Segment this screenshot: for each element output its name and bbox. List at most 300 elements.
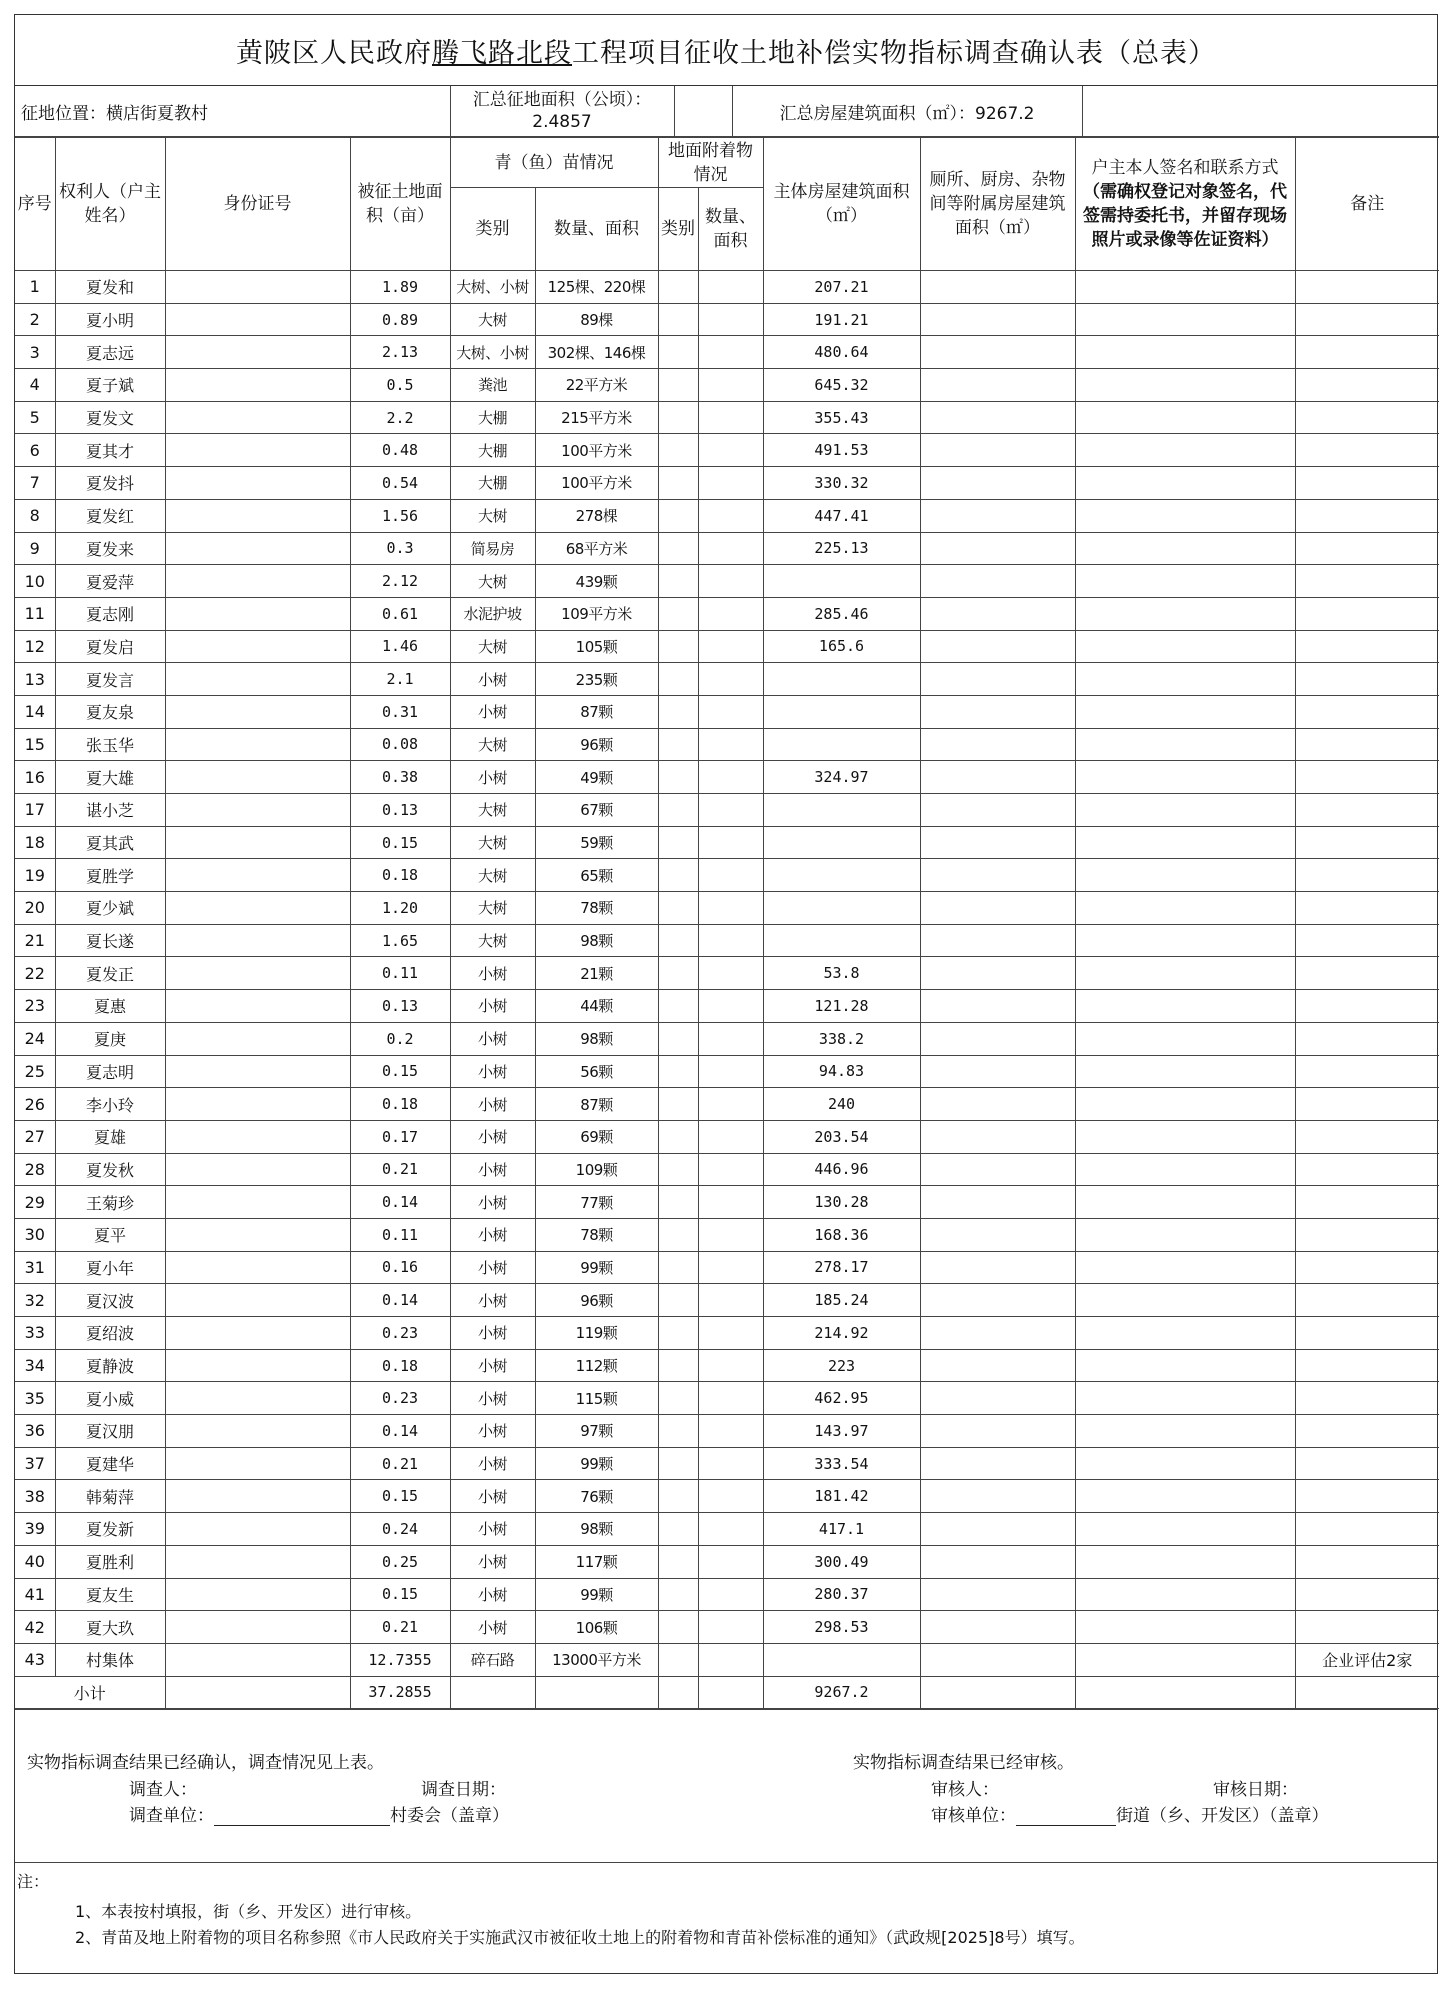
- attachment-type-cell: [658, 1251, 698, 1284]
- land-area-cell: 0.2: [350, 1022, 450, 1055]
- confirm-left-text: 实物指标调查结果已经确认，调查情况见上表。: [27, 1753, 384, 1774]
- attachment-type-cell: [658, 1218, 698, 1251]
- owner-cell: 夏小威: [55, 1382, 165, 1415]
- land-area-cell: 0.13: [350, 990, 450, 1023]
- attachment-qty-cell: [698, 434, 763, 467]
- owner-cell: 夏雄: [55, 1120, 165, 1153]
- confirm-right-text: 实物指标调查结果已经审核。: [853, 1753, 1074, 1774]
- attachment-qty-cell: [698, 794, 763, 827]
- land-area-cell: 0.15: [350, 1055, 450, 1088]
- col-land-area: 被征土地面积（亩）: [350, 138, 450, 271]
- main-building-cell: 165.6: [763, 630, 920, 663]
- land-area-cell: 0.16: [350, 1251, 450, 1284]
- id-number-cell: [165, 695, 350, 728]
- table-row: [15, 990, 1439, 1023]
- seedling-qty-cell: 100平方米: [535, 467, 658, 500]
- signature-cell: [1075, 957, 1295, 990]
- col-seedling-type: 类别: [450, 188, 535, 271]
- attachment-type-cell: [658, 1447, 698, 1480]
- attachment-type-cell: [658, 1055, 698, 1088]
- seq-cell: 38: [15, 1480, 55, 1513]
- seedling-qty-cell: 96颗: [535, 1284, 658, 1317]
- signature-cell: [1075, 271, 1295, 304]
- attachment-type-cell: [658, 1120, 698, 1153]
- seedling-qty-cell: 87颗: [535, 695, 658, 728]
- seedling-qty-cell: 115颗: [535, 1382, 658, 1415]
- attachment-type-cell: [658, 924, 698, 957]
- attachment-qty-cell: [698, 630, 763, 663]
- id-number-cell: [165, 1611, 350, 1644]
- seq-cell: 26: [15, 1088, 55, 1121]
- attachment-type-cell: [658, 1317, 698, 1350]
- investigate-unit-field: [129, 1801, 509, 1826]
- owner-cell: 夏汉波: [55, 1284, 165, 1317]
- remark-cell: [1295, 1284, 1439, 1317]
- sub-building-cell: [920, 1611, 1075, 1644]
- table-row: [15, 859, 1439, 892]
- owner-cell: 夏发言: [55, 663, 165, 696]
- owner-cell: 夏发和: [55, 271, 165, 304]
- table-row: [15, 1186, 1439, 1219]
- summary-info-row: [15, 86, 1439, 137]
- seedling-qty-cell: 65颗: [535, 859, 658, 892]
- main-building-cell: 462.95: [763, 1382, 920, 1415]
- total-land-area-label: 汇总征地面积（公顷）：: [472, 90, 652, 110]
- seq-cell: 16: [15, 761, 55, 794]
- seedling-type-cell: 小树: [450, 1480, 535, 1513]
- land-area-cell: 0.14: [350, 1284, 450, 1317]
- id-number-cell: [165, 1317, 350, 1350]
- sub-building-cell: [920, 1120, 1075, 1153]
- sub-building-cell: [920, 695, 1075, 728]
- table-row: [15, 532, 1439, 565]
- attachment-type-cell: [658, 761, 698, 794]
- signature-cell: [1075, 1153, 1295, 1186]
- attachment-type-cell: [658, 1643, 698, 1676]
- owner-cell: 夏绍波: [55, 1317, 165, 1350]
- id-number-cell: [165, 467, 350, 500]
- attachment-type-cell: [658, 597, 698, 630]
- id-number-cell: [165, 1447, 350, 1480]
- main-building-cell: 417.1: [763, 1513, 920, 1546]
- land-area-cell: 0.5: [350, 369, 450, 402]
- sub-building-cell: [920, 1317, 1075, 1350]
- sub-building-cell: [920, 1218, 1075, 1251]
- sub-building-cell: [920, 1153, 1075, 1186]
- remark-cell: [1295, 597, 1439, 630]
- main-building-cell: 278.17: [763, 1251, 920, 1284]
- form-title: [15, 15, 1437, 86]
- remark-cell: [1295, 1447, 1439, 1480]
- attachment-qty-cell: [698, 1349, 763, 1382]
- signature-cell: [1075, 826, 1295, 859]
- attachment-type-cell: [658, 1578, 698, 1611]
- seedling-type-cell: 小树: [450, 1055, 535, 1088]
- table-row: [15, 1545, 1439, 1578]
- remark-cell: [1295, 1317, 1439, 1350]
- subtotal-land-area: 37.2855: [350, 1676, 450, 1709]
- table-row: [15, 892, 1439, 925]
- attachment-qty-cell: [698, 1447, 763, 1480]
- seedling-type-cell: 大树、小树: [450, 271, 535, 304]
- owner-cell: 夏建华: [55, 1447, 165, 1480]
- seq-cell: 6: [15, 434, 55, 467]
- seedling-type-cell: 大树、小树: [450, 336, 535, 369]
- land-area-cell: 0.18: [350, 859, 450, 892]
- owner-cell: 夏长遂: [55, 924, 165, 957]
- signature-cell: [1075, 1382, 1295, 1415]
- main-building-cell: 130.28: [763, 1186, 920, 1219]
- table-row: [15, 1088, 1439, 1121]
- land-area-cell: 0.24: [350, 1513, 450, 1546]
- remark-cell: [1295, 826, 1439, 859]
- attachment-type-cell: [658, 663, 698, 696]
- sub-building-cell: [920, 336, 1075, 369]
- attachment-type-cell: [658, 859, 698, 892]
- remark-cell: [1295, 630, 1439, 663]
- seq-cell: 29: [15, 1186, 55, 1219]
- land-area-cell: 0.38: [350, 761, 450, 794]
- col-seedling-group: 青（鱼）苗情况: [450, 138, 658, 188]
- seedling-type-cell: 小树: [450, 1088, 535, 1121]
- col-seedling-qty: 数量、面积: [535, 188, 658, 271]
- table-row: [15, 1382, 1439, 1415]
- street-seal-label: 街道（乡、开发区）（盖章）: [1116, 1806, 1329, 1827]
- sub-building-cell: [920, 1349, 1075, 1382]
- owner-cell: 夏胜利: [55, 1545, 165, 1578]
- sub-building-cell: [920, 369, 1075, 402]
- sub-building-cell: [920, 794, 1075, 827]
- signature-cell: [1075, 1611, 1295, 1644]
- seedling-qty-cell: 13000平方米: [535, 1643, 658, 1676]
- seq-cell: 33: [15, 1317, 55, 1350]
- seq-cell: 35: [15, 1382, 55, 1415]
- seedling-type-cell: 大树: [450, 924, 535, 957]
- id-number-cell: [165, 924, 350, 957]
- seedling-type-cell: 小树: [450, 1153, 535, 1186]
- seedling-qty-cell: 119颗: [535, 1317, 658, 1350]
- total-land-area-value: 2.4857: [532, 112, 592, 132]
- attachment-qty-cell: [698, 1643, 763, 1676]
- seedling-type-cell: 大棚: [450, 467, 535, 500]
- table-row: [15, 826, 1439, 859]
- attachment-qty-cell: [698, 663, 763, 696]
- seedling-type-cell: 大树: [450, 303, 535, 336]
- id-number-cell: [165, 303, 350, 336]
- table-row: [15, 1513, 1439, 1546]
- attachment-type-cell: [658, 728, 698, 761]
- signature-cell: [1075, 1251, 1295, 1284]
- main-building-cell: [763, 892, 920, 925]
- seedling-type-cell: 小树: [450, 1317, 535, 1350]
- owner-cell: 夏子斌: [55, 369, 165, 402]
- signature-cell: [1075, 1120, 1295, 1153]
- seq-cell: 15: [15, 728, 55, 761]
- sub-building-cell: [920, 597, 1075, 630]
- seq-cell: 40: [15, 1545, 55, 1578]
- investigator-label: 调查人：: [129, 1780, 197, 1801]
- land-area-cell: 0.21: [350, 1447, 450, 1480]
- land-area-cell: 0.31: [350, 695, 450, 728]
- seedling-type-cell: 大树: [450, 565, 535, 598]
- table-row: [15, 1349, 1439, 1382]
- attachment-type-cell: [658, 1088, 698, 1121]
- seq-cell: 17: [15, 794, 55, 827]
- seedling-type-cell: 大树: [450, 499, 535, 532]
- land-area-cell: 0.15: [350, 1480, 450, 1513]
- id-number-cell: [165, 826, 350, 859]
- land-area-cell: 1.20: [350, 892, 450, 925]
- seq-cell: 41: [15, 1578, 55, 1611]
- col-attachment-qty: 数量、面积: [698, 188, 763, 271]
- investigate-unit-label: 调查单位：: [129, 1806, 214, 1827]
- remark-cell: [1295, 892, 1439, 925]
- seedling-type-cell: 小树: [450, 1284, 535, 1317]
- signature-cell: [1075, 1545, 1295, 1578]
- remark-cell: [1295, 532, 1439, 565]
- signature-cell: [1075, 1088, 1295, 1121]
- seedling-type-cell: 小树: [450, 1349, 535, 1382]
- seedling-type-cell: 小树: [450, 1415, 535, 1448]
- sub-building-cell: [920, 1578, 1075, 1611]
- attachment-type-cell: [658, 1513, 698, 1546]
- sub-building-cell: [920, 1284, 1075, 1317]
- seq-cell: 14: [15, 695, 55, 728]
- sub-building-cell: [920, 728, 1075, 761]
- signature-cell: [1075, 1022, 1295, 1055]
- remark-cell: [1295, 1578, 1439, 1611]
- owner-cell: 夏惠: [55, 990, 165, 1023]
- remark-cell: [1295, 761, 1439, 794]
- attachment-qty-cell: [698, 957, 763, 990]
- attachment-type-cell: [658, 1022, 698, 1055]
- signature-cell: [1075, 1643, 1295, 1676]
- main-building-cell: 240: [763, 1088, 920, 1121]
- main-building-cell: 645.32: [763, 369, 920, 402]
- owner-cell: 夏发来: [55, 532, 165, 565]
- subtotal-label: 小计: [15, 1676, 165, 1709]
- owner-cell: 夏小年: [55, 1251, 165, 1284]
- main-building-cell: 324.97: [763, 761, 920, 794]
- sub-building-cell: [920, 630, 1075, 663]
- table-row: [15, 1611, 1439, 1644]
- land-area-cell: 0.54: [350, 467, 450, 500]
- sub-building-cell: [920, 1382, 1075, 1415]
- review-unit-field: [931, 1801, 1329, 1826]
- table-row: [15, 728, 1439, 761]
- seedling-qty-cell: 56颗: [535, 1055, 658, 1088]
- id-number-cell: [165, 892, 350, 925]
- owner-cell: 夏发红: [55, 499, 165, 532]
- signature-cell: [1075, 728, 1295, 761]
- seedling-type-cell: 小树: [450, 1022, 535, 1055]
- land-area-cell: 0.48: [350, 434, 450, 467]
- land-area-cell: 0.08: [350, 728, 450, 761]
- id-number-cell: [165, 1415, 350, 1448]
- attachment-qty-cell: [698, 826, 763, 859]
- notes-section: [15, 1862, 1437, 1973]
- note-1: 1、本表按村填报，街（乡、开发区）进行审核。: [75, 1902, 422, 1922]
- attachment-qty-cell: [698, 1317, 763, 1350]
- attachment-type-cell: [658, 467, 698, 500]
- investigate-unit-blank: [214, 1809, 390, 1826]
- seedling-type-cell: 粪池: [450, 369, 535, 402]
- seq-cell: 30: [15, 1218, 55, 1251]
- seq-cell: 3: [15, 336, 55, 369]
- id-number-cell: [165, 1153, 350, 1186]
- signature-cell: [1075, 761, 1295, 794]
- seedling-type-cell: 大棚: [450, 434, 535, 467]
- title-project-name: 腾飞路北段: [432, 37, 572, 69]
- signature-cell: [1075, 565, 1295, 598]
- remark-cell: [1295, 924, 1439, 957]
- seq-cell: 39: [15, 1513, 55, 1546]
- attachment-type-cell: [658, 369, 698, 402]
- signature-cell: [1075, 303, 1295, 336]
- note-2: 2、青苗及地上附着物的项目名称参照《市人民政府关于实施武汉市被征收土地上的附着物和青苗补偿标准的通知》（武政规[2025]8号）填写。: [75, 1928, 1085, 1948]
- seedling-type-cell: 大树: [450, 859, 535, 892]
- land-area-cell: 0.89: [350, 303, 450, 336]
- remark-cell: [1295, 1480, 1439, 1513]
- attachment-qty-cell: [698, 1055, 763, 1088]
- attachment-qty-cell: [698, 271, 763, 304]
- seq-cell: 34: [15, 1349, 55, 1382]
- signature-cell: [1075, 1513, 1295, 1546]
- attachment-type-cell: [658, 565, 698, 598]
- sub-building-cell: [920, 303, 1075, 336]
- owner-cell: 夏发秋: [55, 1153, 165, 1186]
- table-row: [15, 1317, 1439, 1350]
- owner-cell: 夏发启: [55, 630, 165, 663]
- seq-cell: 11: [15, 597, 55, 630]
- attachment-qty-cell: [698, 892, 763, 925]
- col-sub-building: 厕所、厨房、杂物间等附属房屋建筑面积（㎡）: [920, 138, 1075, 271]
- sub-building-cell: [920, 1251, 1075, 1284]
- attachment-qty-cell: [698, 990, 763, 1023]
- remark-cell: [1295, 728, 1439, 761]
- id-number-cell: [165, 336, 350, 369]
- notes-label: 注：: [17, 1872, 50, 1892]
- id-number-cell: [165, 271, 350, 304]
- owner-cell: 夏大雄: [55, 761, 165, 794]
- id-number-cell: [165, 1545, 350, 1578]
- land-area-cell: 0.11: [350, 1218, 450, 1251]
- owner-cell: 夏志远: [55, 336, 165, 369]
- table-body: [15, 271, 1439, 1677]
- attachment-type-cell: [658, 1382, 698, 1415]
- owner-cell: 张玉华: [55, 728, 165, 761]
- owner-cell: 夏小明: [55, 303, 165, 336]
- main-building-cell: 94.83: [763, 1055, 920, 1088]
- main-building-cell: 285.46: [763, 597, 920, 630]
- sub-building-cell: [920, 1186, 1075, 1219]
- attachment-qty-cell: [698, 924, 763, 957]
- remark-cell: 企业评估2家: [1295, 1643, 1439, 1676]
- id-number-cell: [165, 1480, 350, 1513]
- sub-building-cell: [920, 499, 1075, 532]
- remark-cell: [1295, 565, 1439, 598]
- reviewer-label: 审核人：: [931, 1780, 999, 1801]
- table-row: [15, 1578, 1439, 1611]
- remark-cell: [1295, 401, 1439, 434]
- land-area-cell: 0.15: [350, 1578, 450, 1611]
- review-unit-label: 审核单位：: [931, 1806, 1016, 1827]
- remark-cell: [1295, 1218, 1439, 1251]
- table-row: [15, 369, 1439, 402]
- remark-cell: [1295, 1251, 1439, 1284]
- attachment-qty-cell: [698, 1120, 763, 1153]
- signature-cell: [1075, 1480, 1295, 1513]
- attachment-qty-cell: [698, 532, 763, 565]
- seq-cell: 20: [15, 892, 55, 925]
- signature-cell: [1075, 369, 1295, 402]
- seedling-qty-cell: 21颗: [535, 957, 658, 990]
- seedling-type-cell: 大树: [450, 892, 535, 925]
- seedling-type-cell: 小树: [450, 761, 535, 794]
- main-building-cell: 53.8: [763, 957, 920, 990]
- land-area-cell: 0.14: [350, 1415, 450, 1448]
- signature-cell: [1075, 1218, 1295, 1251]
- seedling-type-cell: 大棚: [450, 401, 535, 434]
- table-row: [15, 1022, 1439, 1055]
- id-number-cell: [165, 434, 350, 467]
- main-building-cell: [763, 794, 920, 827]
- table-row: [15, 1447, 1439, 1480]
- seedling-type-cell: 小树: [450, 1578, 535, 1611]
- remark-cell: [1295, 957, 1439, 990]
- table-row: [15, 761, 1439, 794]
- investigate-date-label: 调查日期：: [421, 1780, 506, 1801]
- seedling-type-cell: 小树: [450, 990, 535, 1023]
- signature-cell: [1075, 467, 1295, 500]
- title-suffix: 工程项目征收土地补偿实物指标调查确认表（总表）: [572, 37, 1216, 69]
- attachment-type-cell: [658, 1415, 698, 1448]
- seq-cell: 37: [15, 1447, 55, 1480]
- attachment-qty-cell: [698, 1578, 763, 1611]
- attachment-type-cell: [658, 794, 698, 827]
- sub-building-cell: [920, 1643, 1075, 1676]
- seedling-type-cell: 小树: [450, 957, 535, 990]
- sub-building-cell: [920, 990, 1075, 1023]
- main-building-cell: 223: [763, 1349, 920, 1382]
- table-row: [15, 597, 1439, 630]
- attachment-type-cell: [658, 1545, 698, 1578]
- seedling-type-cell: 小树: [450, 1447, 535, 1480]
- owner-cell: 夏大玖: [55, 1611, 165, 1644]
- id-number-cell: [165, 663, 350, 696]
- remark-cell: [1295, 499, 1439, 532]
- seedling-type-cell: 小树: [450, 663, 535, 696]
- table-row: [15, 1480, 1439, 1513]
- land-location: 征地位置：横店街夏教村: [15, 86, 450, 137]
- seedling-type-cell: 小树: [450, 1218, 535, 1251]
- sub-building-cell: [920, 1480, 1075, 1513]
- attachment-qty-cell: [698, 1545, 763, 1578]
- attachment-type-cell: [658, 532, 698, 565]
- signature-cell: [1075, 892, 1295, 925]
- seedling-qty-cell: 44颗: [535, 990, 658, 1023]
- id-number-cell: [165, 1382, 350, 1415]
- owner-cell: 夏发文: [55, 401, 165, 434]
- main-building-cell: 168.36: [763, 1218, 920, 1251]
- land-area-cell: 0.11: [350, 957, 450, 990]
- attachment-type-cell: [658, 1480, 698, 1513]
- owner-cell: 夏庚: [55, 1022, 165, 1055]
- attachment-type-cell: [658, 401, 698, 434]
- remark-cell: [1295, 271, 1439, 304]
- remark-cell: [1295, 369, 1439, 402]
- attachment-qty-cell: [698, 1088, 763, 1121]
